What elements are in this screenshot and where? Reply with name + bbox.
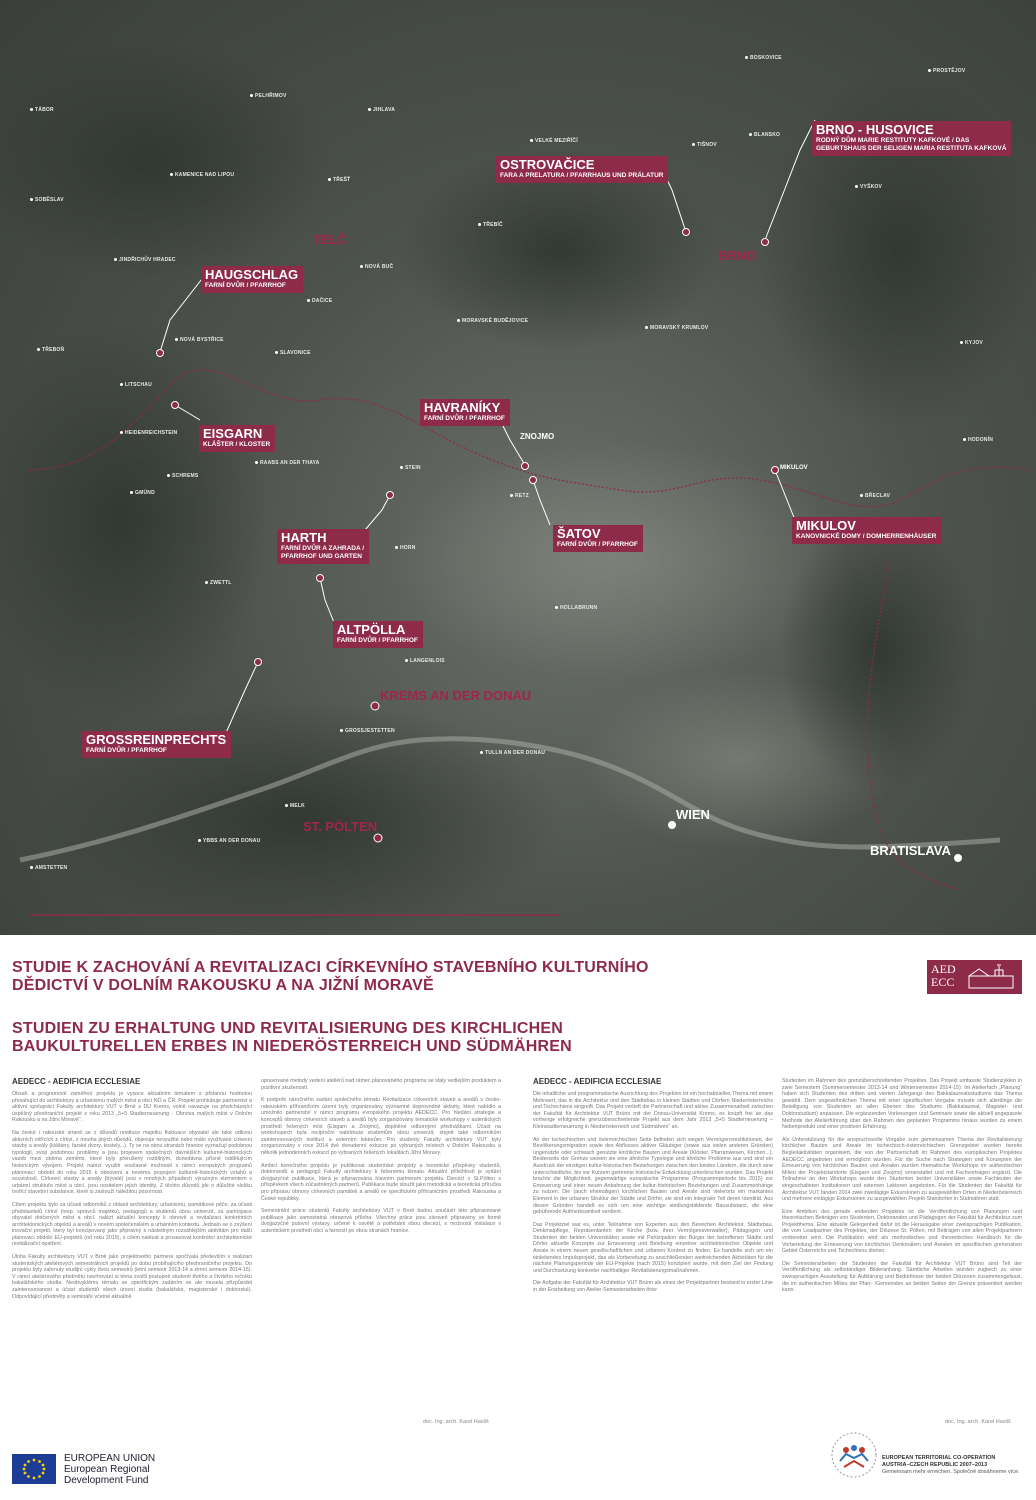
city-bratislava: BRATISLAVA <box>870 843 951 858</box>
place-label: TIŠNOV <box>692 142 717 148</box>
title-cz-line: STUDIE K ZACHOVÁNÍ A REVITALIZACI CÍRKEVNÍHO STAVEBNÍHO KULTURNÍHO <box>12 959 649 976</box>
paragraph: Úloha Fakulty architektury VUT v Brně jako projektového partnera spočívala především v realizaci studentských ateliérových semestrálních projektů po dobu probíhajícího přeshraničního projektu. Do projektu byly zahrnuty studijní cykly dvou semestrů (letní semestr 2013-14 a zimní semestr 2014-15). V rámci ateliérového předmětu navrhování si téma zvolili postupně studenti třetího a čtvrtého ročníku bakalářského studia. Neobvyklému tématu se specifickým zadáním se ale musela přizpůsobit zainteresovanost a účast studentů všech úrovní studia (bakalářské, magisterské i doktorské). Odpovídající předměty a semináře včetně aktuálně <box>12 1254 252 1300</box>
place-label: DAČICE <box>307 298 332 304</box>
text-column-de-1 <box>533 1091 773 1300</box>
section-heading: AEDECC - AEDIFICIA ECCLESIAE <box>533 1077 662 1086</box>
paragraph: Na české i rakouské straně se z důvodů restituce majetku fluktuace obyvatel ale také odkvou aktivních věřících z církví, z mnoha jiných důvodů, objevuje nevyužité nebo málo využívané církevní stavby a areály (kláštery, farské dvory, kostely...). Ty se na obou stranách hranice vyznačují podobnou typologií, svojí podobnou problémy a jsou projevem společných dávnějších kulturně-historických vazeb mezi oběma zeměmi, které byly přerušeny rozdílným, donedávna přísně oddělujícím historickým vývojem. Projekt nabízí využití současné možnosti s rámci evropských programů plánovací období do roku 2015 k obnovení a novému propojení kulturně-historických vztahů a souvislostí. Církevní stavby a areály (bývalé) jsou v mnohých případech výrazným elementem v urbánní struktuře měst a obcí, jsou nositelem jejich identity. Z těchto důvodů jde o důležité složku tvořící stavební substance, které si zaslouží náležitou pozornost. <box>12 1129 252 1196</box>
project-label-sub: FARNÍ DVŮR / PFARRHOF <box>337 637 418 644</box>
project-label-sub: FARA A PRELATURA / PFARRHAUS UND PRÄLATUR <box>500 172 664 179</box>
title-de-line: BAUKULTURELLEN ERBES IN NIEDERÖSTERREICH UND SÜDMÄHREN <box>12 1038 572 1055</box>
place-label: LANGENLOIS <box>405 658 445 664</box>
place-label: JIHLAVA <box>368 107 395 113</box>
place-label: MORAVSKÉ BUDĚJOVICE <box>457 318 528 324</box>
place-label: JINDŘICHŮV HRADEC <box>114 257 176 263</box>
project-label-name: GROSSREINPRECHTS <box>86 732 227 747</box>
city-brno: BRNO <box>718 248 757 263</box>
project-label <box>201 266 303 293</box>
place-label: ZWETTL <box>205 580 231 586</box>
city-wien: WIEN <box>676 807 710 822</box>
logo-text <box>931 963 956 989</box>
project-label <box>792 517 941 544</box>
eu-line: EUROPEAN UNION <box>64 1453 156 1464</box>
place-label: MELK <box>285 803 305 809</box>
title-cz <box>12 959 649 995</box>
eu-text <box>64 1453 155 1486</box>
place-label: SLAVONICE <box>275 350 311 356</box>
project-label-name: HAVRANÍKY <box>424 400 501 415</box>
signature: doc. Ing. arch. Karel Havliš <box>945 1419 1011 1425</box>
project-label-name: HAUGSCHLAG <box>205 267 299 282</box>
place-label: HODONÍN <box>963 437 993 443</box>
eu-flag-icon <box>12 1454 56 1484</box>
project-label <box>333 621 423 648</box>
place-label: SOBĚSLAV <box>30 197 64 203</box>
paragraph: An der tschechischen und österreichischen Seite befinden sich wegen Vermögensrestitutionen, der Bevölkerungsmigration sowie des Abflusses aktiver Gläubiger (sowie aus vielen anderen Gründen) ungenutzte oder schwach genutzte kirchliche Bauten und Areale (Klöster, Pfarranwesen, Kirchen...). Beiderseits der Grenze weisen sie eine ähnliche Typologie und ähnliche Probleme aus und sind ein Ausdruck der einstigen kultur-historischen Beziehungen zwischen den beiden Ländern, die durch eine unterschiedliche, bis vor Kurzem getrennte historische Entwicklung unterbrochen wurden. Das Projekt brachte die Möglichkeit, gegenwärtige europäische Programme (Programmperiode bis 2015) zur Erneuerung und einer neuen Anbahnung der kultur-historischen Beziehungen und Zusammenhänge zu nutzen. Die (auch ehemaligen) kirchlichen Bauten und Areale sind vielerorts ein markantes Element in der urbanen Struktur der Städte und Dörfer, sie sind ein integraler Teil deren Identität. Aus diesen Gründen handelt es sich um eine wichtige siedlungsbildende Bausubstanz, die eine gebührende Aufmerksamkeit verdient. <box>533 1136 773 1216</box>
coop-line: AUSTRIA–CZECH REPUBLIC 2007–2013 <box>882 1462 988 1468</box>
place-label: SCHREMS <box>167 473 198 479</box>
place-label: PROSTĚJOV <box>928 68 965 74</box>
project-label <box>812 121 1011 156</box>
place-label: STEIN <box>400 465 421 471</box>
project-label-sub: FARNÍ DVŮR A ZAHRADA / <box>281 545 365 552</box>
paragraph: Das Projektziel war es, unter Teilnahme von Experten aus den Bereichen Architektur, Städtebau, Denkmalpflege, Repräsentanten der Kirche (bzw. ihrer Vermögensverwalter), Pädagogen und Studenten der beiden Universitäten sowie mit Partizipation der Bürger der betroffenen Städte und Dörfer aktuelle Konzepte zur Erneuerung und Belebung einzelner architektonischer Objekte und Areale in einem neuen gesellschaftlichen und urbanen Kontext zu finden. Es handelte sich um ein einleitendes Impulsprojekt, das als Vorbereitung zu anschließenden weitreichenden Aktivitäten für die nächste Planungsperiode der EU-Projekte (nach 2015) konzipiert wurde, mit dem Ziel der Findung und Durchsetzung konkreter nachhaltiger Revitalisierungsmaßnahmen. <box>533 1221 773 1274</box>
project-label <box>420 399 510 426</box>
eu-line: European Regional <box>64 1464 150 1475</box>
city-mikulov: MIKULOV <box>780 465 808 471</box>
project-label-sub: FARNÍ DVŮR / PFARRHOF <box>424 415 505 422</box>
project-label-sub: RODNÝ DŮM MARIE RESTITUTY KAFKOVÉ / DAS <box>816 137 970 144</box>
cooperation-emblem-icon <box>830 1425 878 1483</box>
paragraph: Die Aufgabe der Fakultät für Architektur VUT Brünn als eines der Projektpartner bestand in erster Linie in der Erarbeitung von Atelier-Semesterarbeiten ihrer <box>533 1280 773 1294</box>
paragraph: Ambicí konečného projektu je publikovat studentské projekty a teoretické příspěvky studentů, doktorandů a pedagogů Fakulty architektury k řešenému tématu. Aktuální příležitostí je vydání dvojjazyčné publikace, která je připravována hlavním partnerem projektu Diecézí v St.Pölten s příspěvkem všech zúčastněných partnerů. Publikace bude sloužit jako metodická a teoretická příručka pro přípravu obnovy církevních památek a areálů ve specifickém příhraničním prostředí Rakouska a České republiky. <box>261 1162 501 1202</box>
paragraph: Semestrální práce studentů Fakulty architektury VUT v Brně budou součástí této připravované publikace jako samostatná obrazová příloha. Všechny práce jsou zároveň připraveny ve formě dvojjazyčné putovní výstavy, určené k osvětě a potřebám obou diecézí, s možností instalace v autentickém prostředí obcí a farností po obou stranách hranice. <box>261 1208 501 1234</box>
place-label: NOVÁ BYSTŘICE <box>175 337 224 343</box>
project-label-name: BRNO - HUSOVICE <box>816 122 934 137</box>
paragraph: Die inhaltliche und programmatische Ausrichtung des Projektes ist ein hochaktuelles Thema mit einem Mehrwert, das in die Architektur und den Städtebau in kleinen Städten und Dörfern Niederösterreichs und Tschechiens eingreift. Das Projekt vertieft die Partnerschaft und aktive Zusammenarbeit zwischen der Fakultät für Architektur VUT Brünn mit der Donau-Universität Krems, es knüpft frei an das vorherige erfolgreiche grenzüberschreitende Projekt aus dem Jahr 2013 „5+5 Stadterneuerung – Kleinstadterneuerung in Niederösterreich und Südmähren“ an. <box>533 1091 773 1130</box>
city-st-polten: ST. PÖLTEN <box>303 819 378 834</box>
project-label-name: HARTH <box>281 530 327 545</box>
project-label <box>553 525 643 552</box>
project-label-name: MIKULOV <box>796 518 856 533</box>
text-column-de-2 <box>782 1078 1022 1300</box>
place-label: KAMENICE NAD LIPOU <box>170 172 234 178</box>
place-label: GROSSJESTETTEN <box>340 728 395 734</box>
paragraph: Die Semesterarbeiten der Studenten der Fakultät für Architektur VUT Brünn sind Teil der Veröffentlichung als selbständiger Bilderanhang. Sämtliche Arbeiten wurden zugleich zu einer zweisprachigen Ausstellung für Aufklärung und Bedürfnisse der beiden Diözesen zusammengefasst, die im authentischen Milieu der Pfarr- /Gemeinden an beiden Seiten der Grenze präsentiert werden kann. <box>782 1260 1022 1294</box>
coop-line: EUROPEAN TERRITORIAL CO-OPERATION <box>882 1455 996 1461</box>
paragraph: upravované metody vedení ateliérů nad rámec plánovaného programu se staly vedlejším produktem a pozitivní zkušeností. <box>261 1078 501 1091</box>
project-label <box>82 731 231 758</box>
text-column-cz-1 <box>12 1091 252 1306</box>
city-znojmo: ZNOJMO <box>520 432 555 441</box>
city-telc: TELČ <box>313 232 347 247</box>
place-label: TŘEBÍČ <box>478 222 503 228</box>
project-label-sub: FARNÍ DVŮR / PFARRHOF <box>557 541 638 548</box>
place-label: HEIDENREICHSTEIN <box>120 430 177 436</box>
project-label-sub: FARNÍ DVŮR / PFARRHOF <box>205 282 286 289</box>
place-label: TULLN AN DER DONAU <box>480 750 545 756</box>
project-label-sub: PFARRHOF UND GARTEN <box>281 553 362 560</box>
place-label: PELHŘIMOV <box>250 93 287 99</box>
logo-line: ECC <box>931 975 955 989</box>
project-label-sub: GEBURTSHAUS DER SELIGEN MARIA RESTITUTA KAFKOVÁ <box>816 145 1007 152</box>
paragraph: Studenten im Rahmen des grenzüberschreitenden Projektes. Das Projekt umfasste Studienzyklen in zwei Semestern (Sommersemester 2013-14 und Wintersemester 2014-15). Im Atelierfach „Planung“ haben sich Studenten des dritten und vierten Jahrgangs des Bakkalaureatsstudiums das Thema gewählt. Dem ungewöhnlichen Thema mit einer spezifischen Vorgabe musste sich allerdings die Beteiligung von Studenten an allen Ebenen des Studiums (Bakkalaureat, Magister- und Doktorstudium) anpassen. Die ergänzenden Vorlesungen und Seminare sowie die aktuell angepasste Methode der Atelierführung über den Rahmen des geplanten Programms hinaus wurden zu einem Nebenprodukt und einer positiven Erfahrung. <box>782 1078 1022 1131</box>
project-label <box>496 156 668 183</box>
project-label-sub: FARNÍ DVŮR / PFARRHOF <box>86 747 167 754</box>
place-label: BŘECLAV <box>860 493 890 499</box>
title-cz-line: DĚDICTVÍ V DOLNÍM RAKOUSKU A NA JIŽNÍ MORAVĚ <box>12 977 434 994</box>
project-label-name: OSTROVAČICE <box>500 157 595 172</box>
place-label: TŘEŠŤ <box>328 177 350 183</box>
place-label: MORAVSKÝ KRUMLOV <box>645 325 708 331</box>
paragraph: K podpoře náročného zadání společného tématu Revitalizace církevních staveb a areálů v česko-rakouském příhraničním území byly organizovány významné doprovodné aktivity, které nabídlo a umožnilo partnerství v rámci programu evropského projektu AEDECC. Pro hledání strategie a konceptů obnovy církevních staveb a areálů byly zorganizovány tematické workshopy v autentických prostředí řešených míst (Eisgarn a Znojmo), doplněné odbornými přednáškami. Účast na workshopech byla reciproční nabídnuta studentům obou univerzit, stejně také odborníkům zainteresovaných institucí a externím lektorům. Pro studenty Fakulty architektury VUT byly zorganizovány v roce 2014 dvě dvoudenní exkurze po vybraných místech v Dolním Rakousku a několik jednodenních exkurzí po vybraných řešených lokalitách Jižní Moravy. <box>261 1097 501 1156</box>
paragraph: Als Unterstützung für die anspruchsvolle Vorgabe zum gemeinsamen Thema der Revitalisierung kirchlicher Bauten und Areale im tschechisch-österreichischen Grenzgebiet wurden bereits Begleitaktivitäten organisiert, die von der Partnerschaft im Rahmen des europäischen Projektes AEDECC angeboten und ermöglicht wurden. Für die Suche nach Strategien und Konzepten der Erneuerung von kirchlichen Bauten und Arealen wurden thematische Workshops im authentischen Milieu der Projektstandorte (Eisgarn und Znojmo) veranstaltet und mit Fachvorträgen ergänzt. Die Teilnahme an den Workshops wurde den Studenten beider Universitäten sowie Fachleuten der eingeschalteten Institutionen und externen Lektoren angeboten. Für die Studenten der Fakultät für Architektur VUT fanden 2014 zwei zweitägige Exkursionen zu ausgewählten Orten in Niederösterreich und mehrere eintägige Exkursionen zu ausgewählten Projekt-Standorten in Südmähren statt. <box>782 1136 1022 1203</box>
place-label: RETZ <box>510 493 529 499</box>
project-label <box>277 529 369 564</box>
logo-line: AED <box>931 962 956 976</box>
signature: doc. Ing. arch. Karel Havliš <box>423 1419 489 1425</box>
eu-line: Development Fund <box>64 1475 149 1486</box>
aedecc-logo <box>927 960 1022 994</box>
church-icon <box>965 964 1019 990</box>
place-label: YBBS AN DER DONAU <box>198 838 260 844</box>
place-label: VYŠKOV <box>855 184 882 190</box>
project-label <box>199 425 275 452</box>
title-de-line: STUDIEN ZU ERHALTUNG UND REVITALISIERUNG DES KIRCHLICHEN <box>12 1020 564 1037</box>
place-label: RAABS AN DER THAYA <box>255 460 319 466</box>
title-de <box>12 1020 572 1056</box>
coop-text <box>882 1455 1020 1476</box>
place-label: LITSCHAU <box>120 382 152 388</box>
place-label: TÁBOR <box>30 107 54 113</box>
paragraph: Eine Ambition des gerade endenden Projektes ist die Veröffentlichung von Planungen und theoretischen Beiträgen von Studenten, Doktoranden und Pädagogen der Fakultät für Architektur zum Projektthema. Eine aktuelle Gelegenheit dafür ist die Herausgabe einer zweisprachigen Publikation, die vom Leadpartner des Projektes, der Diözese St. Pölten, mit Beiträgen von allen Projektpartnern vorbereitet wird. Die Publikation wird als methodisches und theoretisches Handbuch für die Vorbereitung der Erneuerung von kirchlichen Denkmälern und Arealen im spezifischen grenznahen Gebiet Österreichs und Tschechiens dienen. <box>782 1208 1022 1255</box>
section-heading: AEDECC - AEDIFICIA ECCLESIAE <box>12 1077 141 1086</box>
place-label: KYJOV <box>960 340 983 346</box>
place-label: TŘEBOŇ <box>37 347 64 353</box>
place-label: VELKÉ MEZIŘÍČÍ <box>530 138 578 144</box>
place-label: GMÜND <box>130 490 155 496</box>
paragraph: Obsah a programové zaměření projektu je vysoce aktuálním tématem s přidanou hodnotou přesahující do architektury a urbanismu malých měst a obcí NÖ a ČR. Projekt prohlubuje partnerství a aktivní spolupráci Fakulty architektury VUT v Brně s DU Krems, volně navazuje na předcházející úspěšný přeshraniční projekt z roku 2013 „5+5 Stadterneuerung - Obnova malých měst v Dolním Rakousku a na Jižní Moravě“. <box>12 1091 252 1124</box>
project-label-sub: KANOVNICKÉ DOMY / DOMHERRENHÄUSER <box>796 533 937 540</box>
project-label-name: ALTPÖLLA <box>337 622 406 637</box>
text-column-cz-2 <box>261 1078 501 1240</box>
paragraph: Cílem projektu bylo za účasti odborníků z oblasti architektury, urbanismu, památkové péče, za účasti představitelů církví (resp. správců majetku), pedagogů a studentů obou univerzit, za participace obyvatel dotčených měst a obcí, nalézt aktuální koncepty k obnově a revitalizaci konkrétních architektonických objektů a areálů v novém společenském a urbánním kontextu. Jednalo se o zvýšení inovační projekt, který byl koncipovaný jako připravný k následným rozsáhlejším aktivitám pro další plánovací období EU-projektů (od roku 2015), s cílem nalézat a prosazovat konkrétní architektonické revitalizační opatření. <box>12 1201 252 1248</box>
project-label-sub: KLÁŠTER / KLOSTER <box>203 441 271 448</box>
place-label: BLANSKO <box>749 132 780 138</box>
place-label: AMSTETTEN <box>30 865 67 871</box>
place-label: HOLLABRUNN <box>555 605 597 611</box>
place-label: NOVÁ BUČ <box>360 264 393 270</box>
project-label-name: EISGARN <box>203 426 263 441</box>
coop-line: Gemeinsam mehr erreichen. Společně dosáhneme více. <box>882 1469 1020 1475</box>
place-label: HORN <box>395 545 416 551</box>
place-label: BOSKOVICE <box>745 55 782 61</box>
city-krems: KREMS AN DER DONAU <box>380 688 532 703</box>
project-label-name: ŠATOV <box>557 526 601 541</box>
